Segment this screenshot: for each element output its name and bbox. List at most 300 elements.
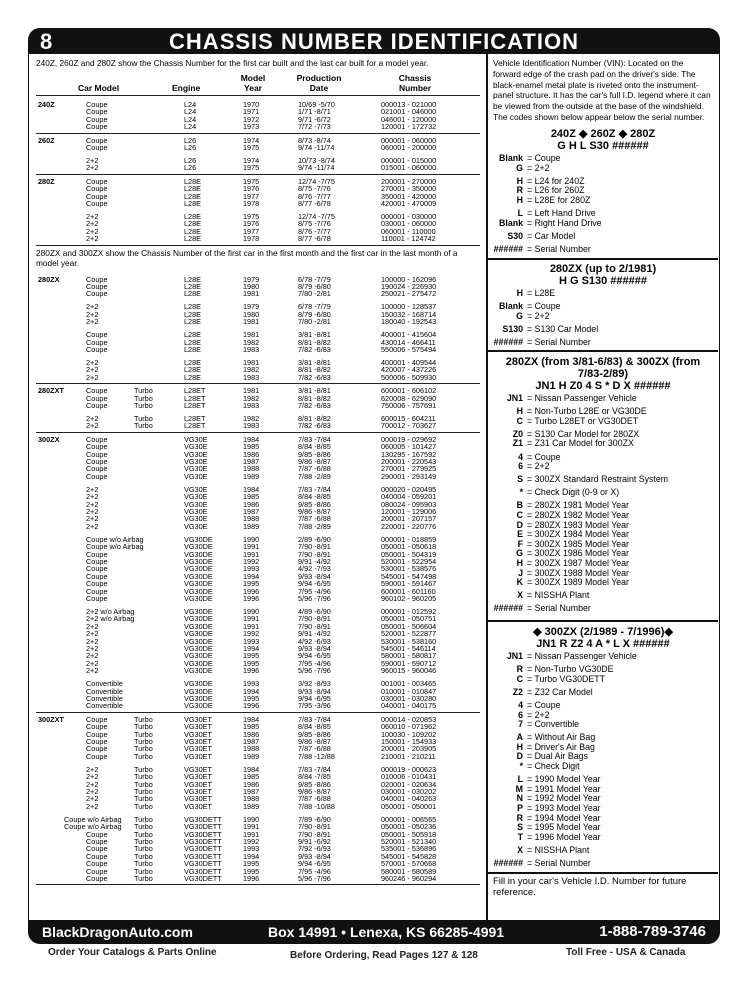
cell: Turbo bbox=[134, 751, 153, 761]
cell: 2+2 bbox=[86, 636, 99, 646]
cell: Coupe bbox=[86, 442, 108, 452]
cell: Coupe bbox=[86, 464, 108, 474]
cell: Turbo bbox=[134, 837, 153, 846]
cell: Turbo bbox=[134, 386, 153, 396]
cell: VG30E bbox=[184, 514, 208, 524]
legend-code: C bbox=[516, 510, 523, 520]
legend-desc: = 300ZX 1984 Model Year bbox=[527, 529, 629, 540]
cell: 1993 bbox=[243, 844, 260, 854]
cell: 545001 - 547498 bbox=[381, 571, 437, 581]
cell: VG30E bbox=[184, 434, 208, 444]
cell: 2+2 bbox=[86, 226, 99, 236]
cell: 520001 - 521340 bbox=[381, 837, 437, 846]
table-row bbox=[36, 164, 480, 171]
section-rule bbox=[488, 258, 718, 260]
cell: VG30E bbox=[184, 442, 208, 452]
cell: 7/87 -6/88 bbox=[298, 464, 331, 474]
table-row bbox=[36, 667, 480, 674]
cell: 2+2 bbox=[86, 421, 99, 431]
cell: Turbo bbox=[134, 764, 153, 774]
cell: 2+2 bbox=[86, 234, 99, 244]
cell: VG30ET bbox=[184, 751, 212, 761]
section-rule bbox=[488, 350, 718, 352]
legend-desc: = S130 Car Model bbox=[527, 323, 599, 334]
cell: VG30DE bbox=[184, 621, 213, 631]
cell: 590001 - 590712 bbox=[381, 658, 437, 668]
legend-code: Blank bbox=[499, 301, 523, 312]
cell: 1990 bbox=[243, 534, 260, 544]
cell: 1978 bbox=[243, 199, 260, 208]
cell: Coupe bbox=[86, 107, 108, 117]
cell: L28E bbox=[184, 234, 202, 244]
cell: 1996 bbox=[243, 586, 260, 596]
cell: VG30DE bbox=[184, 586, 213, 596]
cell: 1991 bbox=[243, 542, 260, 552]
cell: Coupe w/o Airbag bbox=[64, 822, 122, 832]
cell: VG30DE bbox=[184, 549, 213, 559]
cell: 8/75 -7/76 bbox=[298, 219, 331, 229]
cell: 600015 - 604211 bbox=[381, 414, 436, 423]
cell: 7/87 -6/88 bbox=[298, 794, 331, 804]
cell: 1975 bbox=[243, 176, 260, 186]
cell: 1981 bbox=[243, 386, 260, 396]
cell: Coupe bbox=[86, 274, 108, 284]
table-row bbox=[36, 803, 480, 810]
legend-desc: = 2+2 bbox=[527, 310, 550, 321]
cell: 1985 bbox=[243, 722, 260, 732]
cell: Coupe w/o Airbag bbox=[86, 542, 144, 552]
group-label-280zxt: 280ZXT bbox=[38, 386, 64, 396]
cell: 8/79 -6/80 bbox=[298, 282, 331, 291]
legend-code: K bbox=[516, 577, 523, 588]
cell: 2+2 bbox=[86, 801, 99, 811]
cell: 1995 bbox=[243, 651, 260, 661]
cell: 8/84 -8/85 bbox=[298, 722, 331, 732]
table-row bbox=[36, 346, 480, 353]
cell: 000001 - 006565 bbox=[381, 814, 437, 824]
legend-code: JN1 bbox=[506, 393, 523, 403]
cell: 580001 - 580817 bbox=[381, 651, 437, 661]
cell: 700012 - 703627 bbox=[381, 421, 437, 431]
cell: L28E bbox=[184, 365, 202, 375]
cell: VG30DE bbox=[184, 571, 213, 581]
cell: 150032 - 168714 bbox=[381, 309, 437, 319]
cell: 10/69 -5/70 bbox=[298, 100, 335, 109]
cell: 7/90 -8/91 bbox=[298, 829, 331, 839]
cell: 1996 bbox=[243, 701, 260, 711]
cell: 2+2 bbox=[86, 372, 99, 382]
cell: 2+2 bbox=[86, 764, 99, 774]
legend-desc: = Nissan Passenger Vehicle bbox=[527, 651, 637, 661]
cell: VG30E bbox=[184, 499, 208, 509]
cell: VG30ET bbox=[184, 779, 212, 789]
cell: L28E bbox=[184, 337, 202, 347]
cell: Turbo bbox=[134, 859, 153, 869]
cell: Coupe bbox=[86, 135, 108, 145]
legend-desc: = 1990 Model Year bbox=[527, 774, 601, 785]
cell: 000001 - 030000 bbox=[381, 212, 437, 221]
header-chassis-number: Chassis Number bbox=[398, 73, 432, 93]
table-row bbox=[36, 473, 480, 480]
legend-code: S30 bbox=[507, 230, 523, 241]
header-car-model: Car Model bbox=[78, 83, 120, 93]
cell: L28E bbox=[184, 282, 202, 291]
cell: Coupe bbox=[86, 386, 108, 396]
cell: 12/74 -7/75 bbox=[298, 176, 335, 186]
footer-address: Box 14991 • Lenexa, KS 66285-4991 bbox=[268, 924, 505, 940]
cell: 2+2 bbox=[86, 499, 99, 509]
legend-desc: = Serial Number bbox=[527, 603, 591, 614]
legend-desc: = Car Model bbox=[527, 230, 576, 241]
cell: 530001 - 538160 bbox=[381, 636, 437, 646]
group-label-280zx: 280ZX bbox=[38, 274, 60, 284]
cell: VG30E bbox=[184, 507, 208, 516]
cell: 9/93 -8/94 bbox=[298, 851, 331, 861]
cell: 8/81 -8/82 bbox=[298, 337, 331, 347]
cell: 1981 bbox=[243, 330, 260, 340]
legend-code: G bbox=[516, 310, 523, 321]
cell: 7/90 -8/91 bbox=[298, 542, 331, 552]
cell: 1971 bbox=[243, 107, 260, 117]
cell: Turbo bbox=[134, 844, 153, 854]
cell: 080024 - 095903 bbox=[381, 499, 437, 509]
legend-desc: = 300ZX 1987 Model Year bbox=[527, 558, 629, 568]
cell: 050001 - 050001 bbox=[381, 801, 437, 811]
cell: 1976 bbox=[243, 219, 260, 229]
cell: 250021 - 275472 bbox=[381, 289, 437, 299]
legend-desc: = Without Air Bag bbox=[527, 732, 596, 743]
section-rule bbox=[488, 872, 718, 874]
cell: VG30ET bbox=[184, 744, 212, 754]
cell: 1977 bbox=[243, 226, 260, 236]
group-rule bbox=[36, 432, 480, 433]
cell: 2+2 bbox=[86, 779, 99, 789]
legend-code: A bbox=[516, 732, 523, 743]
cell: VG30DE bbox=[184, 686, 213, 696]
cell: L28ET bbox=[184, 414, 206, 423]
legend-code: 6 bbox=[518, 461, 523, 472]
legend-code: H bbox=[516, 288, 523, 298]
cell: 110001 - 124742 bbox=[381, 234, 436, 244]
cell: 9/85 -8/86 bbox=[298, 449, 331, 459]
header-model-year: Model Year bbox=[240, 73, 266, 93]
cell: 7/83 -7/84 bbox=[298, 714, 331, 724]
legend-code: * bbox=[519, 487, 523, 498]
cell: 8/77 -6/78 bbox=[298, 234, 331, 244]
cell: Coupe bbox=[86, 457, 108, 466]
cell: L26 bbox=[184, 143, 197, 152]
cell: 1976 bbox=[243, 184, 260, 194]
cell: Coupe bbox=[86, 866, 108, 876]
cell: 1996 bbox=[243, 874, 260, 883]
cell: 1979 bbox=[243, 274, 260, 284]
legend-desc: = 300ZX 1986 Model Year bbox=[527, 548, 629, 559]
cell: Coupe bbox=[86, 449, 108, 459]
legend-code: F bbox=[517, 538, 523, 549]
cell: 1987 bbox=[243, 787, 260, 796]
cell: 060010 - 071962 bbox=[381, 722, 437, 732]
cell: L26 bbox=[184, 156, 197, 165]
footer-bar bbox=[28, 920, 720, 944]
cell: Coupe bbox=[86, 564, 108, 574]
cell: Coupe bbox=[86, 191, 108, 201]
table-row bbox=[36, 402, 480, 409]
cell: Coupe bbox=[86, 844, 108, 854]
legend-desc: = Coupe bbox=[527, 699, 561, 710]
cell: L28E bbox=[184, 212, 202, 221]
group-rule bbox=[36, 712, 480, 713]
cell: VG30DETT bbox=[184, 851, 222, 861]
cell: Convertible bbox=[86, 679, 123, 689]
cell: 7/88 -12/88 bbox=[298, 751, 335, 761]
legend-code: H bbox=[516, 741, 523, 752]
legend-desc: = 280ZX 1982 Model Year bbox=[527, 510, 629, 520]
cell: 000014 - 020853 bbox=[381, 714, 437, 724]
legend-code: D bbox=[516, 519, 523, 530]
legend-code: 6 bbox=[518, 709, 523, 720]
cell: 1983 bbox=[243, 345, 260, 354]
cell: 7/80 -2/81 bbox=[298, 289, 331, 299]
cell: Coupe bbox=[86, 714, 108, 724]
cell: Coupe bbox=[86, 751, 108, 761]
group-rule bbox=[36, 174, 480, 175]
cell: VG30ET bbox=[184, 722, 212, 732]
cell: Coupe bbox=[86, 401, 108, 410]
cell: 1984 bbox=[243, 764, 260, 774]
cell: 1974 bbox=[243, 135, 260, 145]
legend-desc: = 1993 Model Year bbox=[527, 802, 601, 813]
cell: L24 bbox=[184, 114, 197, 124]
cell: Turbo bbox=[134, 744, 153, 754]
cell: Coupe bbox=[86, 837, 108, 846]
group-label-240z: 240Z bbox=[38, 100, 55, 109]
cell: 120001 - 129006 bbox=[381, 507, 437, 516]
cell: 535001 - 536896 bbox=[381, 844, 437, 854]
legend-code: M bbox=[515, 783, 523, 794]
cell: 5/96 -7/96 bbox=[298, 874, 331, 883]
cell: VG30E bbox=[184, 457, 208, 466]
cell: 7/95 -4/96 bbox=[298, 866, 331, 876]
cell: 040004 - 059201 bbox=[381, 492, 437, 502]
table-row bbox=[36, 753, 480, 760]
legend-desc: = Driver's Air Bag bbox=[527, 741, 595, 752]
cell: 530001 - 538576 bbox=[381, 564, 437, 574]
cell: 6/78 -7/79 bbox=[298, 302, 331, 312]
legend-desc: = Non-Turbo VG30DE bbox=[527, 664, 614, 675]
intro-text-1: 240Z, 260Z and 280Z show the Chassis Number for the first car built and the last car built for a model year. bbox=[36, 58, 429, 68]
legend-desc: = 1995 Model Year bbox=[527, 822, 601, 833]
cell: 270001 - 350000 bbox=[381, 184, 437, 194]
cell: 10/73 -8/74 bbox=[298, 156, 335, 165]
cell: 2+2 bbox=[86, 666, 99, 676]
cell: 150001 - 154933 bbox=[381, 737, 437, 746]
legend-code: Z2 bbox=[512, 686, 523, 697]
cell: 200001 - 270000 bbox=[381, 176, 437, 186]
legend-desc: = Coupe bbox=[527, 451, 561, 462]
cell: VG30ET bbox=[184, 764, 212, 774]
cell: 1985 bbox=[243, 492, 260, 502]
cell: 2+2 bbox=[86, 219, 99, 229]
cell: 7/88 -2/89 bbox=[298, 521, 331, 531]
cell: L28E bbox=[184, 330, 202, 340]
cell: 9/74 -11/74 bbox=[298, 163, 335, 173]
cell: 1978 bbox=[243, 234, 260, 244]
legend-desc: = Z31 Car Model for 300ZX bbox=[527, 438, 634, 449]
legend-desc: = 300ZX 1985 Model Year bbox=[527, 538, 629, 549]
cell: 2+2 bbox=[86, 492, 99, 502]
cell: 060005 - 101427 bbox=[381, 442, 437, 452]
cell: 8/73 -8/74 bbox=[298, 135, 331, 145]
cell: 7/89 -6/90 bbox=[298, 814, 331, 824]
cell: L28E bbox=[184, 199, 202, 208]
cell: VG30ET bbox=[184, 729, 212, 739]
cell: 1981 bbox=[243, 358, 260, 367]
legend-desc: = 1991 Model Year bbox=[527, 783, 601, 794]
cell: 7/83 -7/84 bbox=[298, 484, 331, 494]
table-row bbox=[36, 523, 480, 530]
cell: 1987 bbox=[243, 457, 260, 466]
cell: 1988 bbox=[243, 794, 260, 804]
cell: 9/91 -4/92 bbox=[298, 629, 331, 639]
cell: L28E bbox=[184, 184, 202, 194]
footer-phone[interactable]: 1-888-789-3746 bbox=[599, 923, 706, 940]
legend-desc: = 1992 Model Year bbox=[527, 793, 601, 804]
cell: Convertible bbox=[86, 686, 123, 696]
footer-right-note: Toll Free - USA & Canada bbox=[566, 947, 686, 958]
cell: 580001 - 580589 bbox=[381, 866, 437, 876]
cell: 9/71 -6/72 bbox=[298, 114, 331, 124]
cell: 7/82 -6/83 bbox=[298, 401, 331, 410]
legend-code: X bbox=[517, 844, 523, 855]
legend-code: T bbox=[517, 831, 523, 842]
cell: Turbo bbox=[134, 814, 153, 824]
cell: 3/81 -8/81 bbox=[298, 386, 331, 396]
cell: VG30E bbox=[184, 521, 208, 531]
cell: 1982 bbox=[243, 337, 260, 347]
legend-code: Z0 bbox=[512, 428, 523, 439]
cell: Coupe bbox=[86, 571, 108, 581]
cell: 8/76 -7/77 bbox=[298, 191, 331, 201]
cell: VG30DE bbox=[184, 651, 213, 661]
cell: 1975 bbox=[243, 212, 260, 221]
cell: 001001 - 003465 bbox=[381, 679, 437, 689]
cell: 1996 bbox=[243, 594, 260, 603]
cell: 1989 bbox=[243, 801, 260, 811]
cell: 4/92 -7/93 bbox=[298, 564, 331, 574]
title-banner bbox=[28, 28, 720, 54]
cell: 7/82 -6/83 bbox=[298, 372, 331, 382]
legend-desc: = Coupe bbox=[527, 301, 561, 312]
cell: 1994 bbox=[243, 644, 260, 653]
cell: 040001 - 040263 bbox=[381, 794, 437, 804]
cell: VG30DE bbox=[184, 636, 213, 646]
cell: 1982 bbox=[243, 393, 260, 403]
legend-desc: = 300ZX Standard Restraint System bbox=[527, 474, 669, 485]
fill-note: Fill in your car's Vehicle I.D. Number for future reference. bbox=[493, 876, 687, 898]
cell: 2+2 w/o Airbag bbox=[86, 614, 135, 624]
cell: VG30DE bbox=[184, 629, 213, 639]
cell: 050001 - 505918 bbox=[381, 829, 437, 839]
legend-code: R bbox=[516, 185, 523, 196]
legend-code: L bbox=[517, 208, 523, 218]
cell: 1987 bbox=[243, 737, 260, 746]
cell: Coupe bbox=[86, 282, 108, 291]
cell: 570001 - 570668 bbox=[381, 859, 437, 869]
cell: Turbo bbox=[134, 729, 153, 739]
cell: 050001 - 506604 bbox=[381, 621, 437, 631]
cell: Coupe w/o Airbag bbox=[86, 534, 144, 544]
cell: 7/88 -10/88 bbox=[298, 801, 335, 811]
table-row bbox=[36, 875, 480, 882]
cell: VG30E bbox=[184, 484, 208, 494]
cell: 180040 - 192543 bbox=[381, 317, 437, 327]
cell: 1994 bbox=[243, 851, 260, 861]
cell: 1/71 -8/71 bbox=[298, 107, 331, 117]
legend-code: S130 bbox=[502, 323, 523, 334]
cell: 1975 bbox=[243, 143, 260, 152]
cell: 4/89 -6/90 bbox=[298, 607, 331, 616]
legend-code: N bbox=[516, 793, 523, 804]
cell: 7/95 -3/96 bbox=[298, 701, 331, 711]
cell: 9/93 -8/94 bbox=[298, 571, 331, 581]
cell: L28E bbox=[184, 302, 202, 312]
cell: 1986 bbox=[243, 449, 260, 459]
cell: 1970 bbox=[243, 100, 260, 109]
cell: 620008 - 629090 bbox=[381, 393, 437, 403]
legend-desc: = 2+2 bbox=[527, 709, 550, 720]
cell: L26 bbox=[184, 135, 197, 145]
cell: L24 bbox=[184, 100, 197, 109]
cell: 2+2 bbox=[86, 507, 99, 516]
cell: Coupe w/o Airbag bbox=[64, 814, 122, 824]
cell: L28E bbox=[184, 226, 202, 236]
legend-desc: = 300ZX 1988 Model Year bbox=[527, 567, 629, 578]
cell: 1995 bbox=[243, 866, 260, 876]
cell: Turbo bbox=[134, 401, 153, 410]
cell: Turbo bbox=[134, 393, 153, 403]
legend-code: 4 bbox=[518, 451, 523, 462]
cell: Turbo bbox=[134, 829, 153, 839]
cell: Coupe bbox=[86, 829, 108, 839]
legend-code: L bbox=[517, 774, 523, 785]
cell: 420007 - 437226 bbox=[381, 365, 437, 375]
vin-description: Vehicle Identification Number (VIN): Located on the forward edge of the crash pad on the driver's side. The black-enamel metal plate is riveted onto the instrument-panel structure. It has the car's full I.D. legend where it can be viewed from the outside at the base of the windshield. The codes shown below appear below the serial number. bbox=[493, 58, 711, 122]
cell: 100030 - 109202 bbox=[381, 729, 437, 739]
cell: 050001 - 050751 bbox=[381, 614, 437, 624]
cell: 5/96 -7/96 bbox=[298, 666, 331, 676]
section-title: ◆ 300ZX (2/1989 - 7/1996)◆ bbox=[533, 626, 673, 638]
cell: 040001 - 040175 bbox=[381, 701, 437, 711]
table-row bbox=[36, 318, 480, 325]
cell: 9/91 -4/92 bbox=[298, 557, 331, 566]
legend-desc: = Left Hand Drive bbox=[527, 208, 596, 218]
legend-code: ###### bbox=[493, 857, 523, 868]
cell: 290001 - 293149 bbox=[381, 471, 437, 481]
section-title: 280ZX (from 3/81-6/83) & 300ZX (from 7/83-2/89) bbox=[505, 356, 701, 380]
footer-site[interactable]: BlackDragonAuto.com bbox=[42, 924, 193, 940]
cell: 000020 - 020495 bbox=[381, 484, 437, 494]
cell: Coupe bbox=[86, 434, 108, 444]
legend-desc: = Z32 Car Model bbox=[527, 686, 593, 697]
table-row bbox=[36, 595, 480, 602]
cell: 9/94 -6/95 bbox=[298, 859, 331, 869]
cell: Turbo bbox=[134, 866, 153, 876]
section-rule bbox=[488, 620, 718, 622]
cell: Coupe bbox=[86, 330, 108, 340]
cell: 960015 - 960046 bbox=[381, 666, 437, 676]
group-label-260z: 260Z bbox=[38, 135, 55, 145]
table-row bbox=[36, 422, 480, 429]
